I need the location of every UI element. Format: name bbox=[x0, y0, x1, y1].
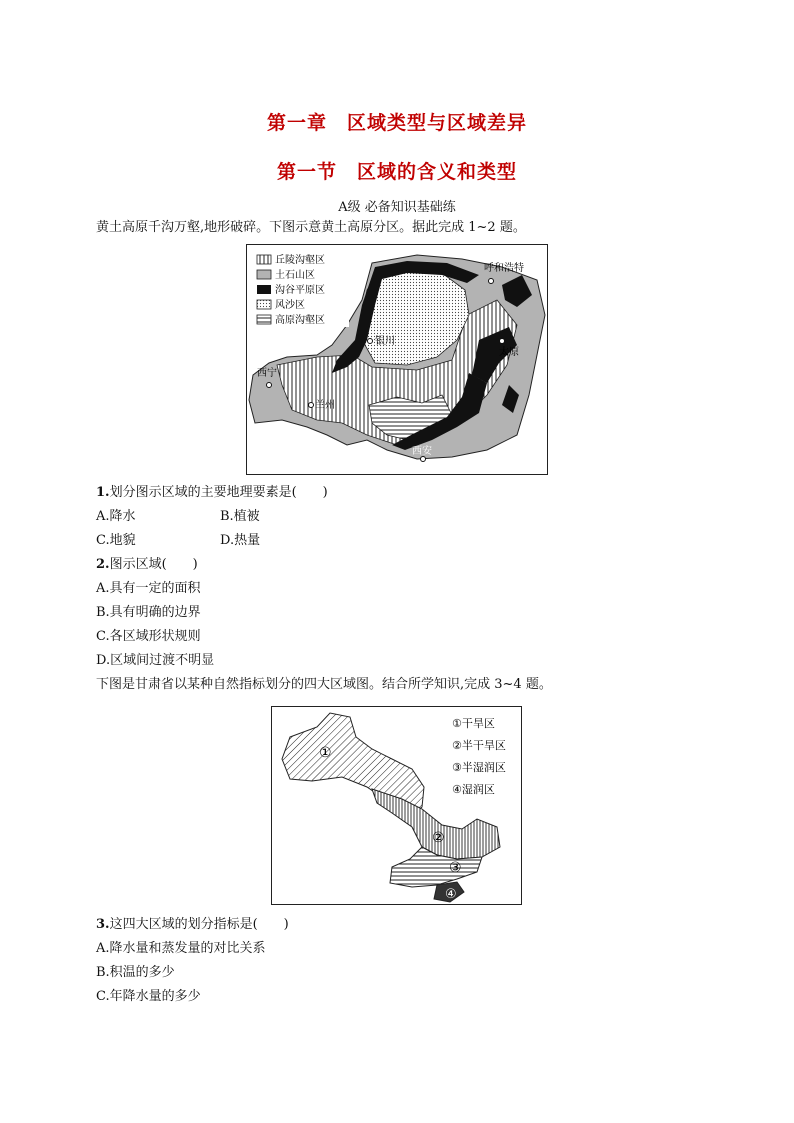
gansu-region-map-graphic bbox=[272, 707, 521, 904]
question-3 bbox=[96, 916, 289, 934]
question-3-number: 3. bbox=[96, 917, 110, 932]
intro-text-2: 下图是甘肃省以某种自然指标划分的四大区域图。结合所学知识,完成 3~4 题。 bbox=[96, 677, 552, 692]
q2-option-c[interactable]: C.各区域形状规则 bbox=[96, 629, 201, 644]
loess-plateau-map-graphic bbox=[247, 245, 547, 474]
chapter-title: 第一章 区域类型与区域差异 bbox=[266, 112, 527, 134]
legend-semi-arid: ②半干旱区 bbox=[452, 739, 506, 752]
q3-option-a[interactable]: A.降水量和蒸发量的对比关系 bbox=[96, 941, 266, 956]
gansu-region-map bbox=[271, 706, 522, 905]
question-1-number: 1. bbox=[96, 485, 110, 500]
q2-option-d[interactable]: D.区域间过渡不明显 bbox=[96, 653, 215, 668]
legend-valley-plain: 沟谷平原区 bbox=[275, 285, 325, 296]
q1-option-c[interactable]: C.地貌 bbox=[96, 533, 136, 548]
city-label-lanzhou: 兰州 bbox=[315, 400, 335, 411]
city-label-yinchuan: 银川 bbox=[375, 336, 395, 347]
legend-rocky-mountain: 土石山区 bbox=[275, 270, 315, 281]
q1-option-d[interactable]: D.热量 bbox=[220, 533, 261, 548]
map1-legend bbox=[253, 251, 349, 327]
question-3-text: 这四大区域的划分指标是( ) bbox=[109, 917, 289, 932]
city-label-xining: 西宁 bbox=[257, 368, 277, 379]
level-label: A级 必备知识基础练 bbox=[338, 200, 456, 215]
city-label-hohhot: 呼和浩特 bbox=[484, 263, 524, 274]
city-label-taiyuan: 太原 bbox=[499, 347, 519, 358]
region-mark-4: ④ bbox=[445, 887, 457, 902]
legend-semi-humid: ③半湿润区 bbox=[452, 761, 506, 774]
legend-humid: ④湿润区 bbox=[452, 783, 495, 796]
q3-option-b[interactable]: B.积温的多少 bbox=[96, 965, 175, 980]
region-mark-2: ② bbox=[432, 830, 445, 846]
q2-option-b[interactable]: B.具有明确的边界 bbox=[96, 605, 201, 620]
question-1-text: 划分图示区域的主要地理要素是( ) bbox=[109, 485, 328, 500]
question-2-number: 2. bbox=[96, 557, 110, 572]
region-mark-3: ③ bbox=[449, 860, 462, 876]
q3-option-c[interactable]: C.年降水量的多少 bbox=[96, 989, 201, 1004]
legend-hill-gully: 丘陵沟壑区 bbox=[275, 255, 325, 266]
question-2 bbox=[96, 556, 198, 574]
question-2-text: 图示区域( ) bbox=[109, 557, 198, 572]
q2-option-a[interactable]: A.具有一定的面积 bbox=[96, 581, 201, 596]
q1-option-a[interactable]: A.降水 bbox=[96, 509, 136, 524]
map2-legend bbox=[452, 717, 506, 796]
region-mark-1: ① bbox=[319, 745, 332, 761]
question-1 bbox=[96, 484, 328, 502]
legend-plateau-gully: 高原沟壑区 bbox=[275, 315, 325, 326]
legend-arid: ①干旱区 bbox=[452, 717, 495, 730]
loess-plateau-map bbox=[246, 244, 548, 475]
section-title: 第一节 区域的含义和类型 bbox=[276, 161, 517, 183]
q1-option-b[interactable]: B.植被 bbox=[220, 509, 260, 524]
legend-sandy: 风沙区 bbox=[275, 300, 305, 311]
city-label-xian: 西安 bbox=[412, 446, 432, 457]
intro-text-1: 黄土高原千沟万壑,地形破碎。下图示意黄土高原分区。据此完成 1~2 题。 bbox=[96, 220, 526, 235]
